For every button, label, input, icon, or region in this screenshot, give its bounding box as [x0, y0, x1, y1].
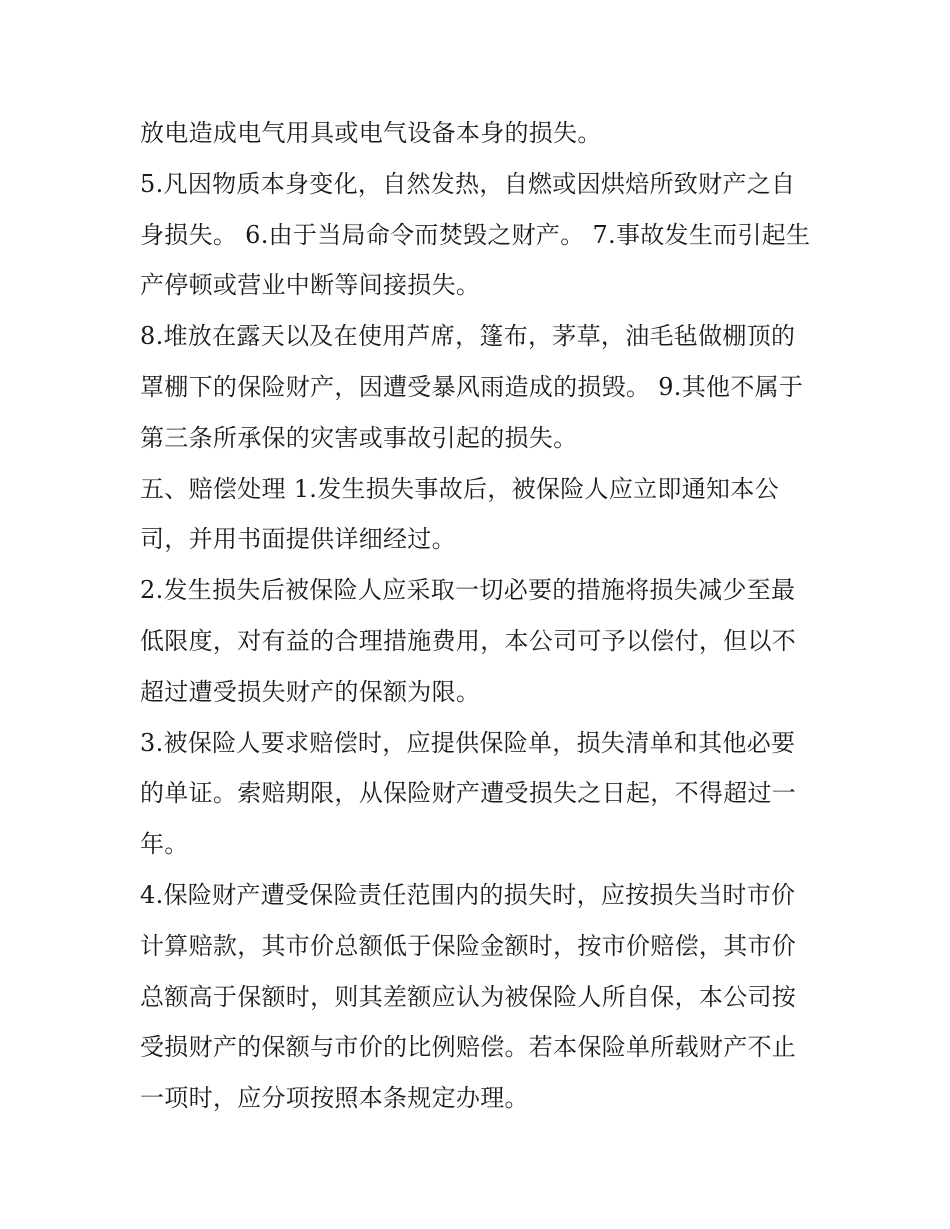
text-line: 五、赔偿处理 1.发生损失事故后，被保险人应立即通知本公	[140, 474, 779, 503]
text-line: 受损财产的保额与市价的比例赔偿。若本保险单所载财产不止	[140, 1033, 797, 1062]
text-line: 年。	[140, 830, 189, 859]
text-line: 的单证。索赔期限，从保险财产遭受损失之日起，不得超过一	[140, 779, 797, 808]
text-line: 超过遭受损失财产的保额为限。	[140, 677, 481, 706]
text-line: 产停顿或营业中断等间接损失。	[140, 271, 481, 300]
paragraph-continuation	[140, 108, 820, 159]
paragraph-claim-4	[140, 870, 820, 1124]
document-body	[140, 108, 820, 1124]
text-line: 4.保险财产遭受保险责任范围内的损失时，应按损失当时市价	[140, 880, 796, 909]
text-line: 2.发生损失后被保险人应采取一切必要的措施将损失减少至最	[140, 576, 796, 605]
text-line: 一项时，应分项按照本条规定办理。	[140, 1084, 529, 1113]
paragraph-clauses-8-9	[140, 311, 820, 463]
text-line: 罩棚下的保险财产，因遭受暴风雨造成的损毁。 9.其他不属于	[140, 372, 804, 401]
text-line: 3.被保险人要求赔偿时，应提供保险单，损失清单和其他必要	[140, 728, 796, 757]
text-line: 总额高于保额时，则其差额应认为被保险人所自保，本公司按	[140, 982, 797, 1011]
paragraph-clauses-5-7	[140, 159, 820, 311]
paragraph-claim-3	[140, 718, 820, 870]
paragraph-section-5-claim-1	[140, 464, 820, 566]
text-line: 第三条所承保的灾害或事故引起的损失。	[140, 423, 578, 452]
paragraph-claim-2	[140, 565, 820, 717]
text-line: 8.堆放在露天以及在使用芦席，篷布，茅草，油毛毡做棚顶的	[140, 322, 796, 351]
text-line: 身损失。 6.由于当局命令而焚毁之财产。 7.事故发生而引起生	[140, 220, 811, 249]
text-line: 放电造成电气用具或电气设备本身的损失。	[140, 119, 602, 147]
text-line: 5.凡因物质本身变化，自然发热，自燃或因烘焙所致财产之自	[140, 169, 796, 198]
text-line: 司，并用书面提供详细经过。	[140, 525, 456, 554]
text-line: 计算赔款，其市价总额低于保险金额时，按市价赔偿，其市价	[140, 931, 797, 960]
text-line: 低限度，对有益的合理措施费用，本公司可予以偿付，但以不	[140, 626, 797, 655]
